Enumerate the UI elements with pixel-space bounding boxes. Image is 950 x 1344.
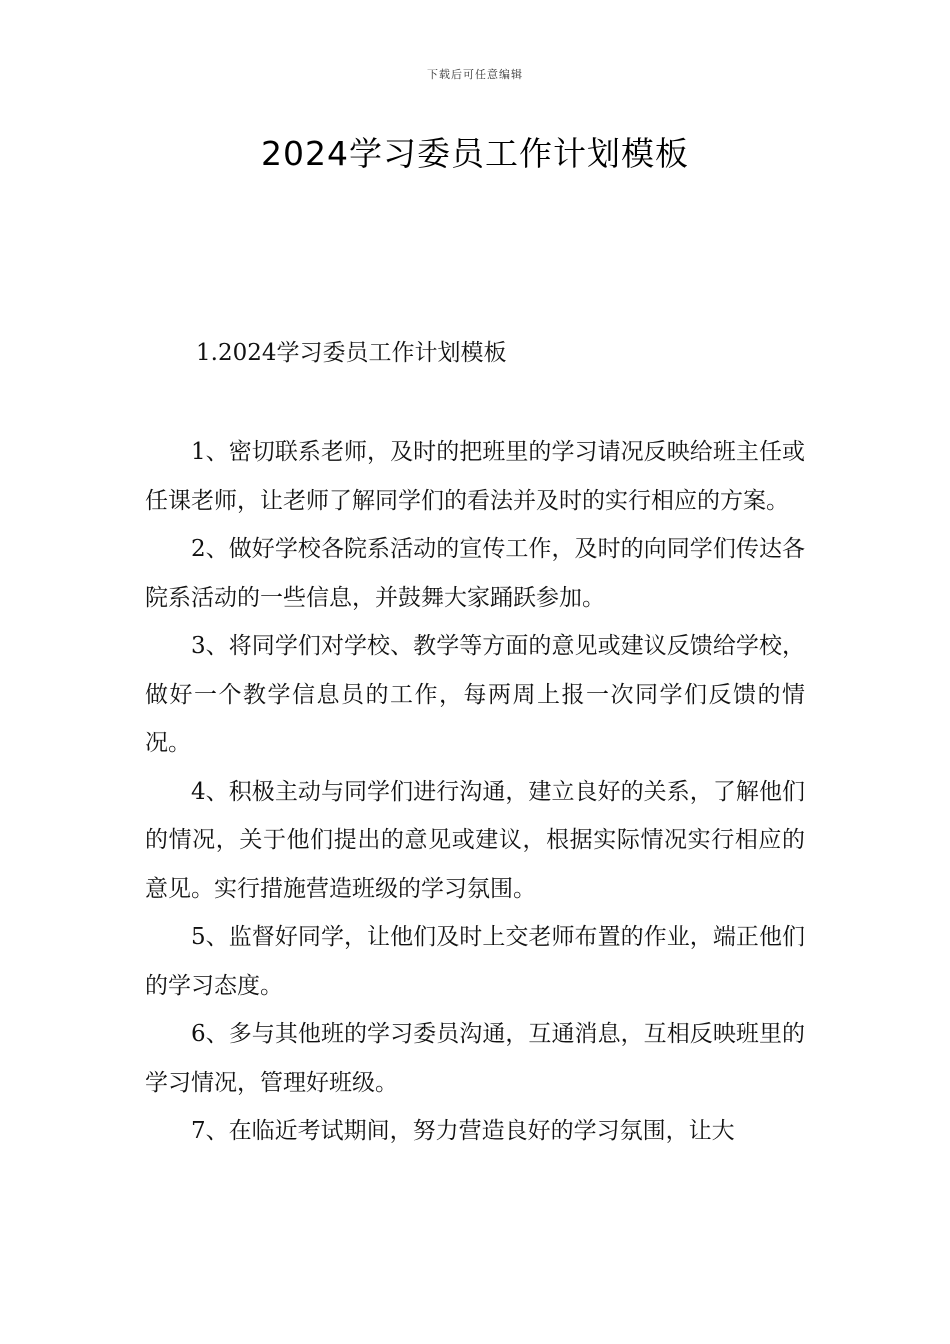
paragraph-6: 6、多与其他班的学习委员沟通，互通消息，互相反映班里的学习情况，管理好班级。 [145,1021,805,1096]
paragraph-4: 4、积极主动与同学们进行沟通，建立良好的关系，了解他们的情况，关于他们提出的意见或建议，根据实际情况实行相应的意见。实行措施营造班级的学习氛围。 [145,778,805,902]
paragraph-7: 7、在临近考试期间，努力营造良好的学习氛围，让大 [191,1118,735,1144]
section-heading: 1.2024学习委员工作计划模板 [196,340,507,366]
header-note: 下载后可任意编辑 [427,68,523,81]
paragraph-1: 1、密切联系老师，及时的把班里的学习请况反映给班主任或任课老师，让老师了解同学们的看法并及时的实行相应的方案。 [145,439,805,514]
paragraph-5: 5、监督好同学，让他们及时上交老师布置的作业，端正他们的学习态度。 [145,924,805,999]
paragraph-2: 2、做好学校各院系活动的宣传工作，及时的向同学们传达各院系活动的一些信息，并鼓舞大家踊跃参加。 [145,536,805,611]
paragraph-3: 3、将同学们对学校、教学等方面的意见或建议反馈给学校，做好一个教学信息员的工作，每两周上报一次同学们反馈的情况。 [145,633,805,756]
document-title: 2024学习委员工作计划模板 [261,134,689,173]
document-body [145,428,805,1156]
